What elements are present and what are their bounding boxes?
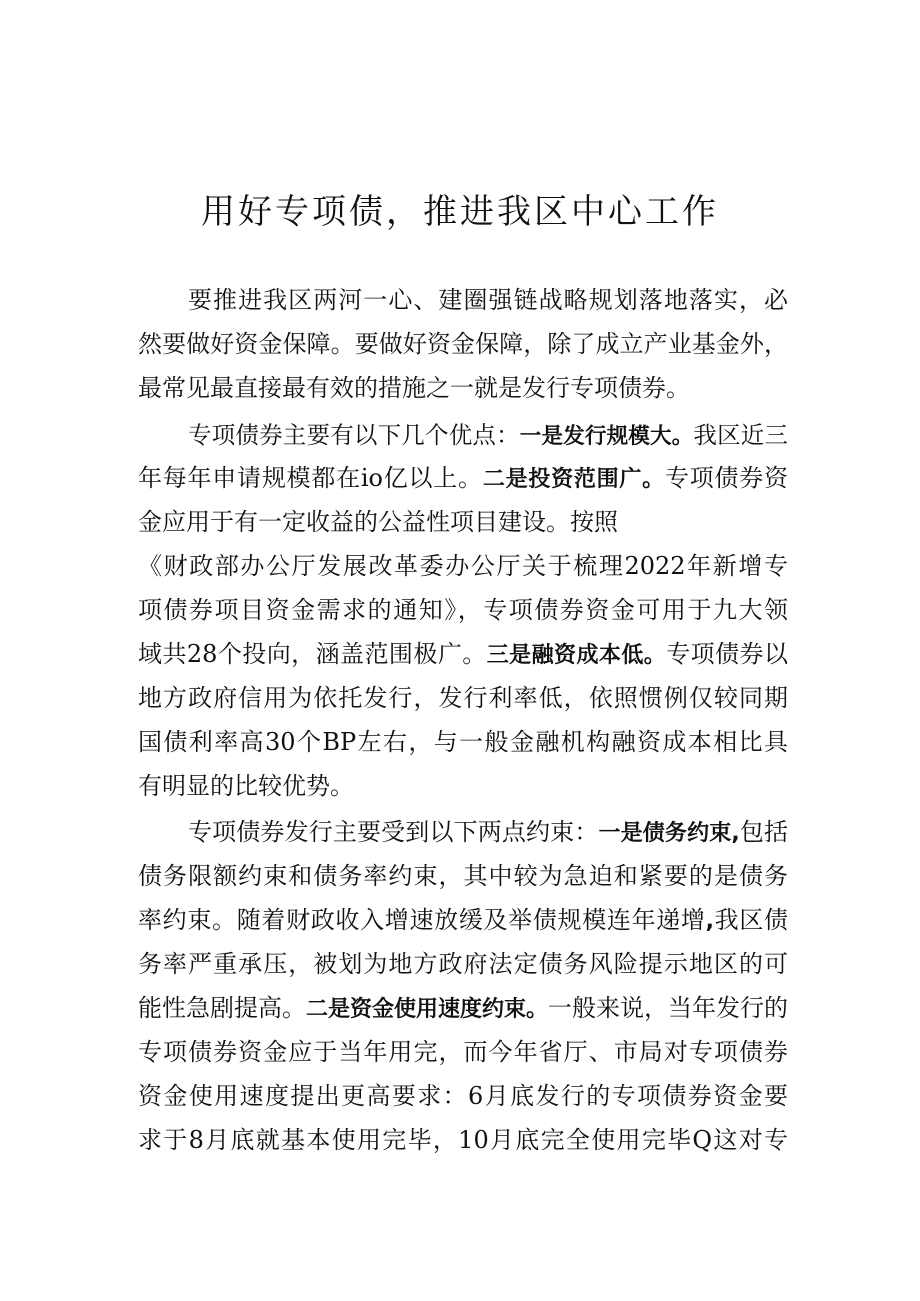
text-run: 我区近三 <box>693 421 789 449</box>
emphasis-run: 二是资金使用速度约束。 <box>306 997 549 1022</box>
paragraph-line <box>138 1074 788 1118</box>
text-run: 金应用于有一定收益的公益性项目建设。按照 <box>138 508 618 536</box>
paragraph-line <box>138 1118 788 1162</box>
paragraph-line <box>138 544 788 588</box>
text-run: 专项债券资 <box>664 464 789 492</box>
text-run: 专项债券主要有以下几个优点： <box>188 421 520 449</box>
text-run: 专项债券资金应于当年用完，而今年省厅、市局对专项债券 <box>138 1038 788 1066</box>
text-run: 然要做好资金保障。要做好资金保障，除了成立产业基金外， <box>138 330 788 358</box>
text-run: 要推进我区两河一心、建圈强链战略规划落地落实，必 <box>188 286 788 314</box>
emphasis-run: 三是融资成本低。 <box>486 643 667 668</box>
paragraph-line <box>138 588 788 632</box>
emphasis-run: , <box>705 909 714 934</box>
paragraph-line <box>138 986 788 1030</box>
text-run: 求于8月底就基本使用完毕，10月底完全使用完毕Q这对专 <box>138 1126 788 1154</box>
text-run: 一般来说，当年发行的 <box>548 994 789 1022</box>
text-run: 专项债券发行主要受到以下两点约束： <box>188 818 599 846</box>
paragraph-line <box>138 676 788 720</box>
text-run: 专项债券以 <box>666 640 788 668</box>
text-run: 债务限额约束和债务率约束，其中较为急迫和紧要的是债务 <box>138 862 788 890</box>
text-run: 项债券项目资金需求的通知》，专项债券资金可用于九大领 <box>138 596 788 624</box>
text-run: 国债利率高30个BP左右，与一般金融机构融资成本相比具 <box>138 728 788 756</box>
text-run: 率约束。随着财政收入增速放缓及举债规模连年递增 <box>138 906 706 934</box>
text-run: 域共28个投向，涵盖范围极广。 <box>138 640 487 668</box>
paragraph-line <box>138 1030 788 1074</box>
text-run: 有明显的比较优势。 <box>138 772 354 800</box>
paragraph-line <box>138 632 788 676</box>
document-title: 用好专项债，推进我区中心工作 <box>201 192 719 232</box>
text-run: 我区债 <box>713 906 789 934</box>
text-run: 务率严重承压，被划为地方政府法定债务风险提示地区的可 <box>138 950 788 978</box>
paragraph-line <box>138 720 788 764</box>
emphasis-run: 一是发行规模大。 <box>519 424 694 449</box>
paragraph-line <box>188 810 788 854</box>
text-run: 最常见最直接最有效的措施之一就是发行专项债券。 <box>138 374 690 402</box>
emphasis-run: 一是债务约束, <box>598 821 740 846</box>
text-run: 地方政府信用为依托发行，发行利率低，依照惯例仅较同期 <box>138 684 788 712</box>
paragraph-line <box>138 322 788 366</box>
text-run: 包括 <box>739 818 789 846</box>
paragraph-line <box>138 898 788 942</box>
text-run: 年每年申请规模都在io亿以上。 <box>138 464 483 492</box>
text-run: 《财政部办公厅发展改革委办公厅关于梳理2022年新增专 <box>138 552 788 580</box>
paragraph-line <box>138 764 788 808</box>
paragraph-line <box>188 278 788 322</box>
text-run: 资金使用速度提出更高要求：6月底发行的专项债券资金要 <box>138 1082 788 1110</box>
paragraph-line <box>138 366 788 410</box>
paragraph-line <box>138 942 788 986</box>
text-run: 能性急剧提高。 <box>138 994 306 1022</box>
paragraph-line <box>138 854 788 898</box>
paragraph-line <box>188 413 788 457</box>
paragraph-line <box>138 500 788 544</box>
emphasis-run: 二是投资范围广。 <box>482 467 665 492</box>
paragraph-line <box>138 456 788 500</box>
